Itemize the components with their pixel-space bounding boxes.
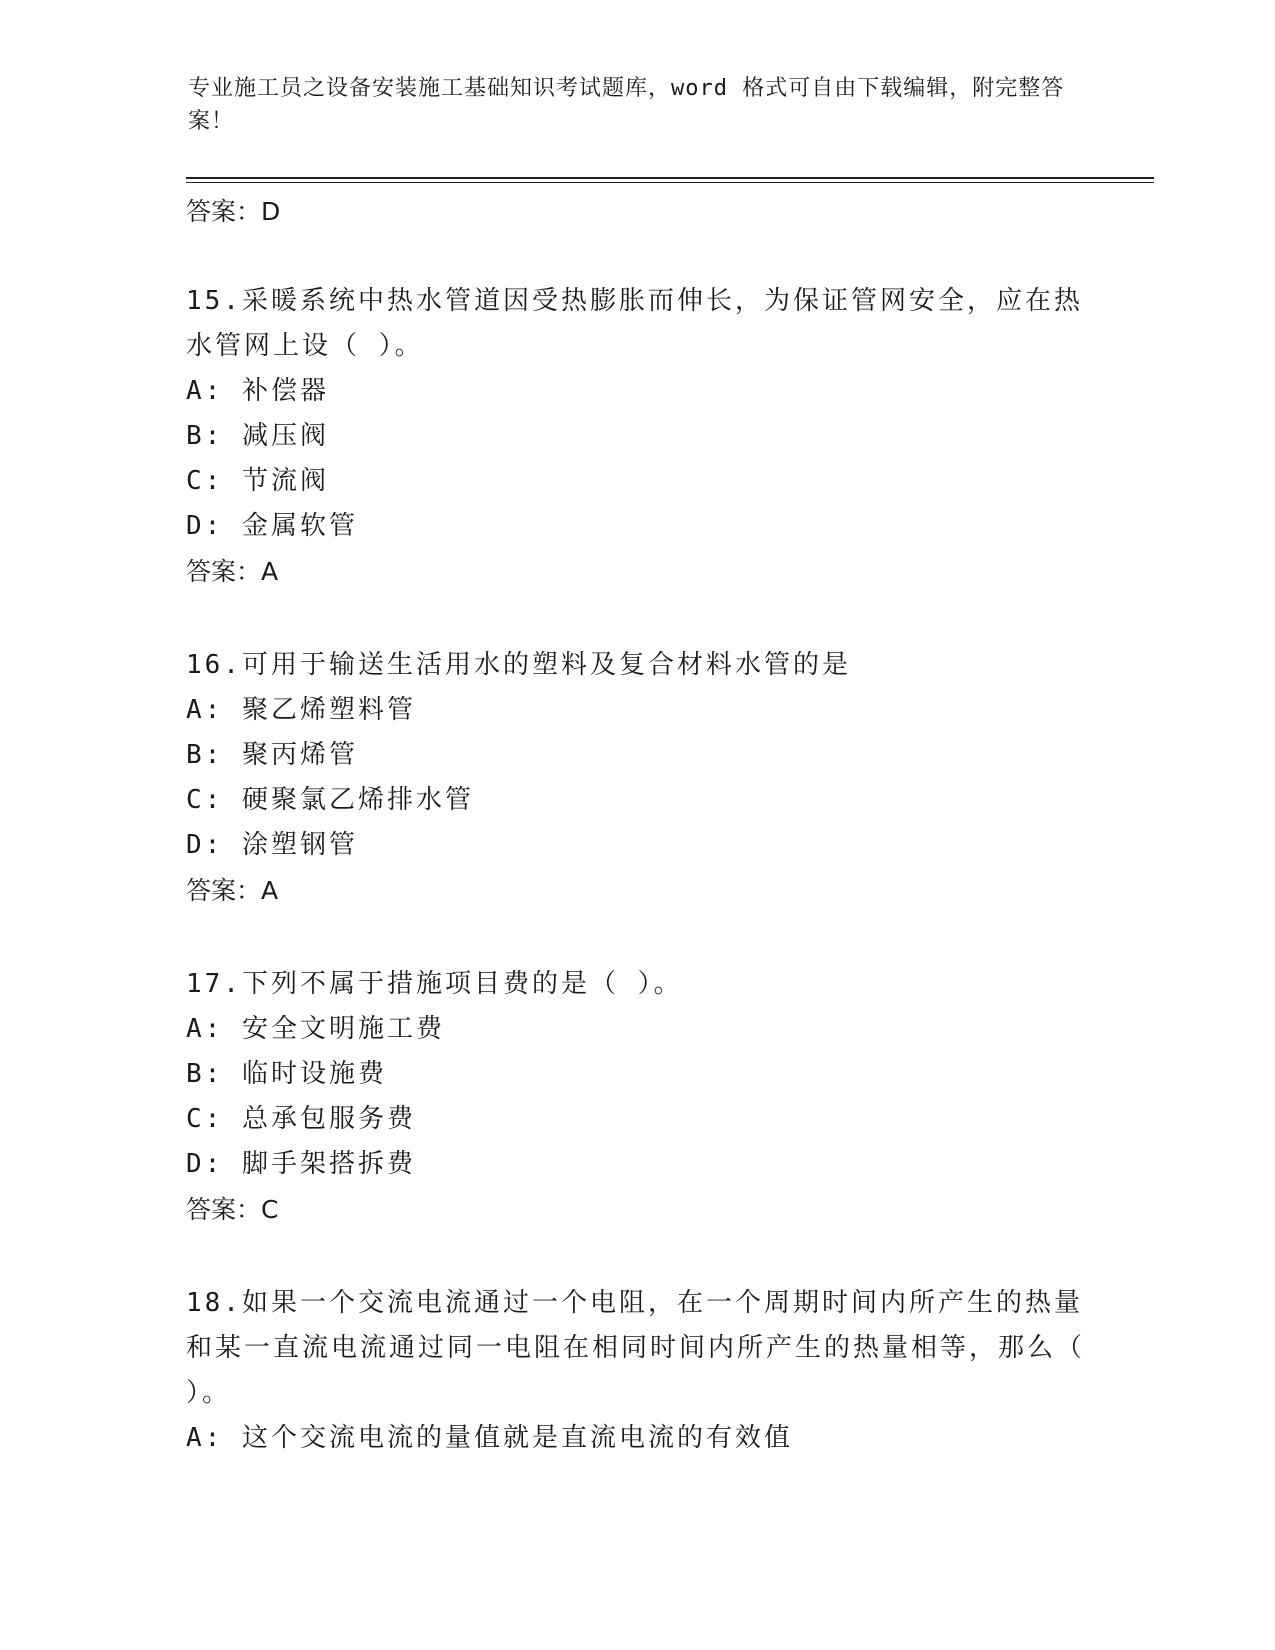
answer-line: 答案：A bbox=[186, 557, 279, 586]
option-a: A: 这个交流电流的量值就是直流电流的有效值 bbox=[186, 1423, 793, 1453]
question-stem: 15.采暖系统中热水管道因受热膨胀而伸长，为保证管网安全，应在热水管网上设（ ）。 bbox=[186, 286, 1083, 361]
question-list bbox=[186, 189, 1086, 1509]
question-16 bbox=[186, 643, 1086, 914]
header-divider-thick bbox=[186, 177, 1154, 179]
option-d: D: 金属软管 bbox=[186, 511, 358, 541]
option-c: C: 节流阀 bbox=[186, 466, 329, 496]
option-b: B: 聚丙烯管 bbox=[186, 740, 358, 770]
question-17 bbox=[186, 962, 1086, 1233]
question-stem: 18.如果一个交流电流通过一个电阻，在一个周期时间内所产生的热量和某一直流电流通过同一电阻在相同时间内所产生的热量相等，那么（ ）。 bbox=[186, 1288, 1086, 1408]
option-a: A: 安全文明施工费 bbox=[186, 1014, 445, 1044]
option-b: B: 减压阀 bbox=[186, 421, 329, 451]
option-d: D: 脚手架搭拆费 bbox=[186, 1149, 416, 1179]
document-header: 专业施工员之设备安装施工基础知识考试题库，word 格式可自由下载编辑，附完整答案！ bbox=[188, 76, 1065, 134]
option-c: C: 总承包服务费 bbox=[186, 1104, 416, 1134]
question-stem: 17.下列不属于措施项目费的是（ ）。 bbox=[186, 969, 683, 999]
option-d: D: 涂塑钢管 bbox=[186, 830, 358, 860]
option-c: C: 硬聚氯乙烯排水管 bbox=[186, 785, 474, 815]
header-divider-thin bbox=[186, 182, 1154, 183]
question-stem: 16.可用于输送生活用水的塑料及复合材料水管的是 bbox=[186, 650, 851, 680]
option-a: A: 补偿器 bbox=[186, 376, 329, 406]
option-a: A: 聚乙烯塑料管 bbox=[186, 695, 416, 725]
question-18 bbox=[186, 1281, 1086, 1461]
option-b: B: 临时设施费 bbox=[186, 1059, 387, 1089]
answer-line: 答案：A bbox=[186, 876, 279, 905]
answer-line: 答案：C bbox=[186, 1195, 279, 1224]
question-15 bbox=[186, 279, 1086, 595]
previous-answer: 答案：D bbox=[186, 197, 281, 226]
